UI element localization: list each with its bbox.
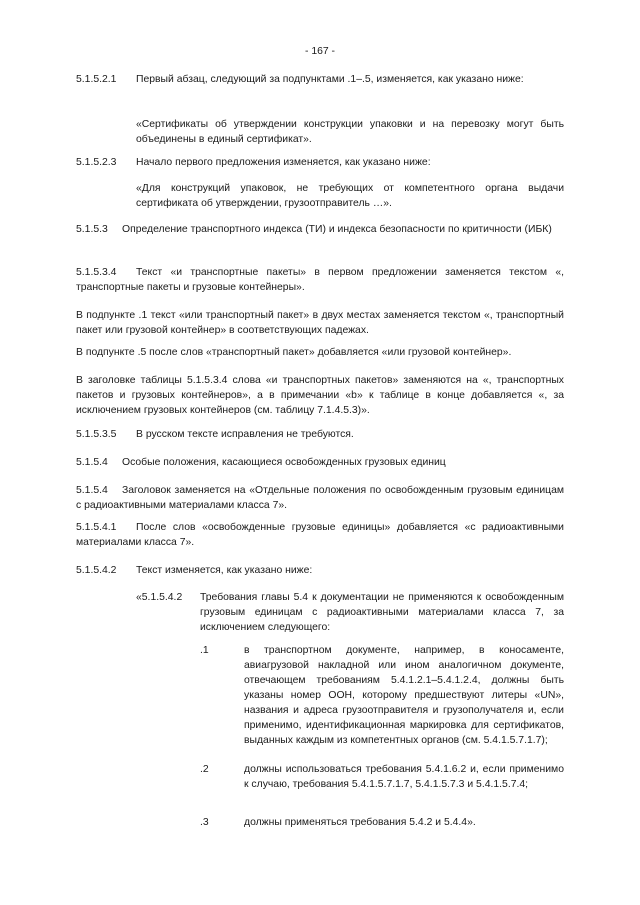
paragraph-5-1-5-4-2 — [76, 563, 564, 578]
paragraph-text: Текст изменяется, как указано ниже: — [136, 565, 313, 576]
quote-5-1-5-2-3: «Для конструкций упаковок, не требующих от компетентного органа выдачи сертификата об утверждении, грузоотправитель …». — [136, 183, 564, 209]
quote-5-1-5-2-1: «Сертификаты об утверждении конструкции упаковки и на перевозку могут быть объединены в единый сертификат». — [136, 119, 564, 145]
section-title: Особые положения, касающиеся освобожденных грузовых единиц — [122, 457, 446, 468]
quote-item-number: .2 — [200, 764, 209, 775]
section-number: 5.1.5.3 — [76, 224, 108, 235]
paragraph-5-1-5-4-title — [76, 483, 564, 513]
paragraph-number: 5.1.5.4.2 — [76, 565, 117, 576]
paragraph-text: В русском тексте исправления не требуются. — [136, 429, 354, 440]
paragraph-text: Заголовок заменяется на «Отдельные положения по освобожденным грузовым единицам с радиоактивными материалами класса 7». — [76, 485, 564, 511]
page-number: - 167 - — [304, 46, 336, 57]
paragraph-text: Первый абзац, следующий за подпунктами .1–.5, изменяется, как указано ниже: — [136, 74, 524, 85]
quote-item-text: должны применяться требования 5.4.2 и 5.4.4». — [244, 817, 476, 828]
paragraph-5-1-5-4-1 — [76, 520, 564, 550]
paragraph-subitem-1: В подпункте .1 текст «или транспортный пакет» в двух местах заменяется текстом «, транспортный пакет или грузовой контейнер» в соответствующих падежах. — [76, 310, 564, 336]
section-number: 5.1.5.4 — [76, 457, 108, 468]
quote-item-text: в транспортном документе, например, в коносаменте, авиагрузовой накладной или ином аналогичном документе, отвечающем требованиям 5.4.1.2.1–5.4.1.2.4, должны быть указаны номер ООН, которому предшествуют литеры «UN», названия и адреса грузоотправителя и грузополучателя и, если применимо, идентификационная маркировка для сертификатов, выданных каждым из компетентных органов (см. 5.4.1.5.7.1.7); — [244, 645, 564, 746]
paragraph-text: Текст «и транспортные пакеты» в первом предложении заменяется текстом «, транспортные пакеты и грузовые контейнеры». — [76, 267, 564, 293]
quote-item-number: .1 — [200, 645, 209, 656]
section-heading-5-1-5-4 — [76, 455, 564, 470]
paragraph-number: 5.1.5.2.3 — [76, 157, 117, 168]
paragraph-5-1-5-2-1 — [76, 72, 564, 87]
paragraph-number: 5.1.5.2.1 — [76, 74, 117, 85]
paragraph-text: После слов «освобожденные грузовые единицы» добавляется «с радиоактивными материалами класса 7». — [76, 522, 564, 548]
quote-number: «5.1.5.4.2 — [136, 592, 183, 603]
quote-text: Требования главы 5.4 к документации не применяются к освобожденным грузовым единицам с радиоактивными материалами класса 7, за исключением следующего: — [200, 592, 564, 633]
section-title: Определение транспортного индекса (ТИ) и индекса безопасности по критичности (ИБК) — [122, 224, 552, 235]
paragraph-text: Начало первого предложения изменяется, как указано ниже: — [136, 157, 431, 168]
paragraph-5-1-5-3-5 — [76, 427, 564, 442]
paragraph-5-1-5-2-3 — [76, 155, 564, 170]
section-number: 5.1.5.4 — [76, 485, 108, 496]
paragraph-5-1-5-3-4 — [76, 265, 564, 295]
paragraph-table-heading: В заголовке таблицы 5.1.5.3.4 слова «и транспортных пакетов» заменяются на «, транспортных пакетов и грузовых контейнеров», а в примечании «b» к таблице в конце добавляется «, за исключением грузовых контейнеров (см. таблицу 7.1.4.5.3)». — [76, 375, 564, 416]
section-heading-5-1-5-3 — [76, 222, 564, 237]
quote-item-text: должны использоваться требования 5.4.1.6.2 и, если применимо к случаю, требования 5.4.1.5.7.1.7, 5.4.1.5.7.3 и 5.4.1.5.7.4; — [244, 764, 564, 790]
paragraph-number: 5.1.5.3.4 — [76, 267, 117, 278]
quote-item-number: .3 — [200, 817, 209, 828]
paragraph-number: 5.1.5.3.5 — [76, 429, 117, 440]
paragraph-subitem-5: В подпункте .5 после слов «транспортный пакет» добавляется «или грузовой контейнер». — [76, 347, 512, 358]
paragraph-number: 5.1.5.4.1 — [76, 522, 117, 533]
